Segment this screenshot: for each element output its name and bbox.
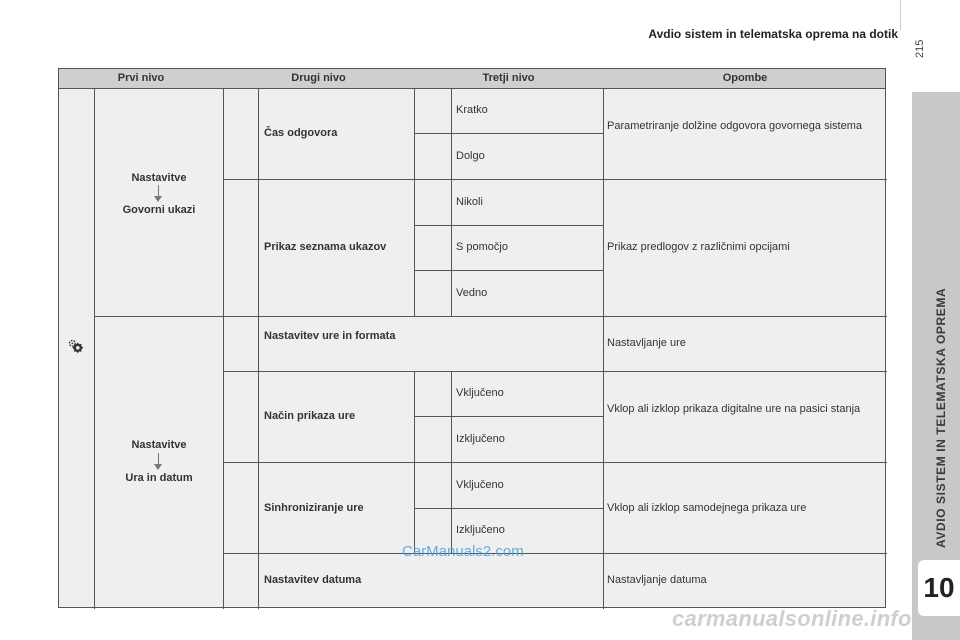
grid-line [94, 88, 95, 609]
note-text: Nastavljanje datuma [607, 574, 707, 586]
chapter-number: 10 [918, 560, 960, 616]
second-level-label: Sinhroniziranje ure [264, 502, 364, 514]
note-text: Nastavljanje ure [607, 337, 686, 349]
second-level-label: Prikaz seznama ukazov [264, 241, 387, 253]
grid-line [414, 416, 603, 417]
note-text: Vklop ali izklop prikaza digitalne ure na pasici stanja [607, 403, 861, 415]
table-header-row [59, 69, 885, 89]
third-level-option: Nikoli [456, 196, 483, 208]
watermark: CarManuals2.com [402, 543, 524, 560]
section-child-label: Ura in datum [125, 472, 193, 484]
gear-icon [67, 337, 85, 355]
second-level-label: Čas odgovora [264, 127, 338, 139]
grid-line [94, 316, 887, 317]
grid-line [414, 508, 603, 509]
col-header-third-level: Tretji nivo [482, 72, 535, 84]
grid-line [223, 88, 224, 609]
third-level-option: Vključeno [456, 387, 504, 399]
grid-line [258, 88, 259, 609]
grid-line [414, 225, 603, 226]
arrow-head [154, 464, 162, 470]
third-level-option: Vedno [456, 287, 488, 299]
section-child-label: Govorni ukazi [122, 204, 196, 216]
grid-line [223, 179, 887, 180]
note-text: Vklop ali izklop samodejnega prikaza ure [607, 502, 807, 514]
third-level-option: Kratko [456, 104, 488, 116]
page-number: 215 [914, 39, 926, 58]
footer-watermark: carmanualsonline.info [672, 606, 912, 631]
second-level-label: Nastavitev ure in formata [264, 330, 396, 342]
header-title: Avdio sistem in telematska oprema na dotik [648, 27, 898, 41]
section-parent-label: Nastavitve [131, 439, 187, 451]
chapter-title: AVDIO SISTEM IN TELEMATSKA OPREMA [934, 287, 948, 548]
third-level-option: S pomočjo [456, 241, 508, 253]
third-level-option: Izključeno [456, 433, 505, 445]
grid-line [414, 270, 603, 271]
third-level-option: Dolgo [456, 150, 485, 162]
grid-line [603, 88, 604, 609]
third-level-option: Vključeno [456, 479, 504, 491]
col-header-first-level: Prvi nivo [117, 72, 165, 84]
grid-line [223, 371, 887, 372]
arrow-head [154, 196, 162, 202]
grid-line [223, 553, 887, 554]
grid-line [414, 133, 603, 134]
header-rule [900, 0, 901, 30]
grid-line [414, 88, 415, 316]
grid-line [223, 462, 887, 463]
col-header-notes: Opombe [722, 72, 768, 84]
section-parent-label: Nastavitve [131, 172, 187, 184]
third-level-option: Izključeno [456, 524, 505, 536]
settings-table [58, 68, 886, 608]
col-header-second-level: Drugi nivo [291, 72, 346, 84]
second-level-label: Način prikaza ure [264, 410, 356, 422]
grid-line [451, 88, 452, 316]
second-level-label: Nastavitev datuma [264, 574, 362, 586]
note-text: Parametriranje dolžine odgovora govornega sistema [607, 120, 862, 132]
note-text: Prikaz predlogov z različnimi opcijami [607, 241, 790, 253]
